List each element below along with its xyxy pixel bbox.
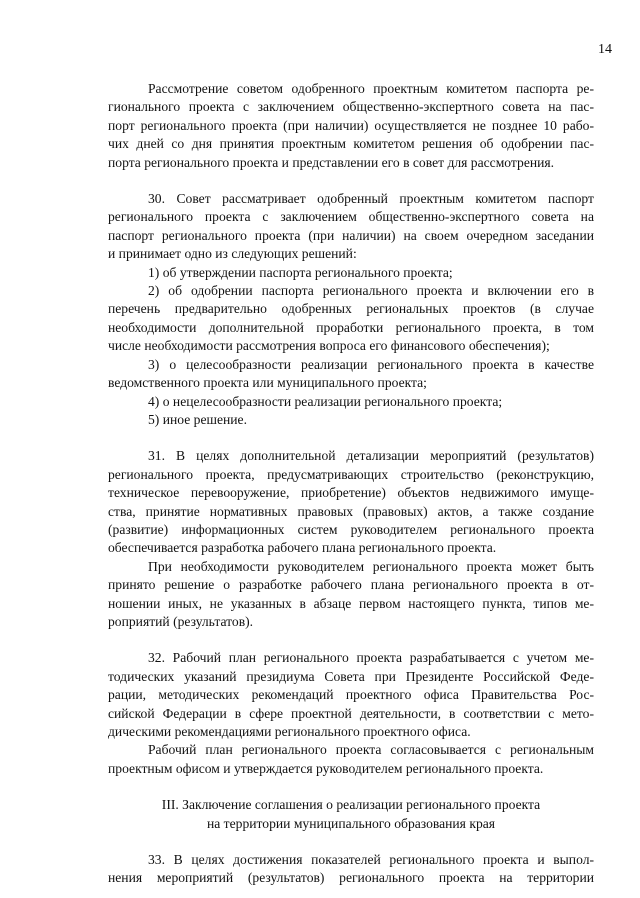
list-item bbox=[108, 282, 594, 356]
text-line: ведомственного проекта или муниципального проекта; bbox=[108, 375, 427, 391]
text-line: перечень предварительно одобренных региональных проектов (в случае bbox=[108, 301, 594, 317]
text-line: 3) о целесообразности реализации регионального проекта в качестве bbox=[148, 356, 594, 372]
text-line: необходимости дополнительной проработки регионального проекта, в том bbox=[108, 319, 594, 335]
text-line: ношении иных, не указанных в абзаце первом настоящего пункта, типов ме- bbox=[108, 595, 594, 611]
text-line: проектным офисом и утверждается руководителем регионального проекта. bbox=[108, 760, 544, 776]
text-line: регионального проекта, предусматривающих строительство (реконструкцию, bbox=[108, 466, 594, 482]
text-line: обеспечивается разработка рабочего плана регионального проекта. bbox=[108, 540, 497, 556]
text-line: техническое перевооружение, приобретение) объектов недвижимого имуще- bbox=[108, 485, 594, 501]
text-line: дическими рекомендациями регионального проектного офиса. bbox=[108, 724, 471, 739]
text-line: и принимает одно из следующих решений: bbox=[108, 246, 357, 262]
text-line: рации, методических рекомендаций проектного офиса Правительства Рос- bbox=[108, 687, 594, 703]
text-line: принято решение о разработке рабочего плана регионального проекта в от- bbox=[108, 577, 594, 593]
text-line: ства, принятие нормативных правовых (правовых) актов, а также создание bbox=[108, 503, 594, 519]
text-line: роприятий (результатов). bbox=[108, 613, 254, 629]
text-line: 31. В целях дополнительной детализации мероприятий (результатов) bbox=[148, 448, 594, 464]
text-line: сийской Федерации в сфере проектной деятельности, в соответствии с мето- bbox=[108, 705, 594, 721]
text-line: Рабочий план регионального проекта согласовывается с региональным bbox=[148, 742, 594, 758]
text-line: порта регионального проекта и представлении его в совет для рассмотрения. bbox=[108, 154, 555, 170]
section-heading-line: III. Заключение соглашения о реализации регионального проекта bbox=[161, 797, 541, 813]
paragraph bbox=[108, 741, 594, 778]
text-line: 30. Совет рассматривает одобренный проектным комитетом паспорт bbox=[148, 191, 594, 207]
paragraph bbox=[108, 558, 594, 632]
text-line: числе необходимости рассмотрения вопроса его финансового обеспечения); bbox=[108, 338, 550, 354]
text-line: 4) о нецелесообразности реализации регионального проекта; bbox=[148, 393, 503, 409]
text-line: 33. В целях достижения показателей регионального проекта и выпол- bbox=[148, 852, 594, 868]
paragraph-item-33 bbox=[108, 851, 594, 888]
text-line: 1) об утверждении паспорта регионального проекта; bbox=[148, 264, 453, 280]
paragraph-item-30 bbox=[108, 190, 594, 264]
paragraph-item-31 bbox=[108, 447, 594, 557]
text-line: 5) иное решение. bbox=[148, 411, 247, 427]
text-line: регионального проекта с заключением общественно-экспертного совета на bbox=[108, 209, 594, 225]
text-line: При необходимости руководителем регионального проекта может быть bbox=[148, 558, 594, 574]
text-line: гионального проекта с заключением общественно-экспертного совета на пас- bbox=[108, 99, 594, 115]
document-body bbox=[108, 80, 594, 888]
text-line: нения мероприятий (результатов) регионального проекта на территории bbox=[108, 870, 594, 886]
list-item bbox=[108, 393, 594, 411]
section-heading-line: на территории муниципального образования края bbox=[206, 815, 496, 831]
text-line: Рассмотрение советом одобренного проектным комитетом паспорта ре- bbox=[148, 81, 594, 96]
list-item bbox=[108, 411, 594, 429]
text-line: (развитие) информационных систем руководителем регионального проекта bbox=[108, 521, 594, 537]
list-item bbox=[108, 264, 594, 282]
list-item bbox=[108, 356, 594, 393]
paragraph bbox=[108, 80, 594, 172]
text-line: паспорт регионального проекта (при наличии) на своем очередном заседании bbox=[108, 227, 594, 243]
paragraph-item-32 bbox=[108, 649, 594, 741]
text-line: 32. Рабочий план регионального проекта разрабатывается с учетом ме- bbox=[148, 650, 594, 666]
text-line: порт регионального проекта (при наличии) осуществляется не позднее 10 рабо- bbox=[108, 117, 594, 133]
page-number: 14 bbox=[598, 42, 612, 57]
text-line: чих дней со дня принятия проектным комитетом решения об одобрении пас- bbox=[108, 136, 594, 152]
text-line: 2) об одобрении паспорта регионального проекта и включении его в bbox=[148, 283, 594, 299]
text-line: тодических указаний президиума Совета при Президенте Российской Феде- bbox=[108, 668, 594, 684]
section-heading bbox=[108, 796, 594, 833]
